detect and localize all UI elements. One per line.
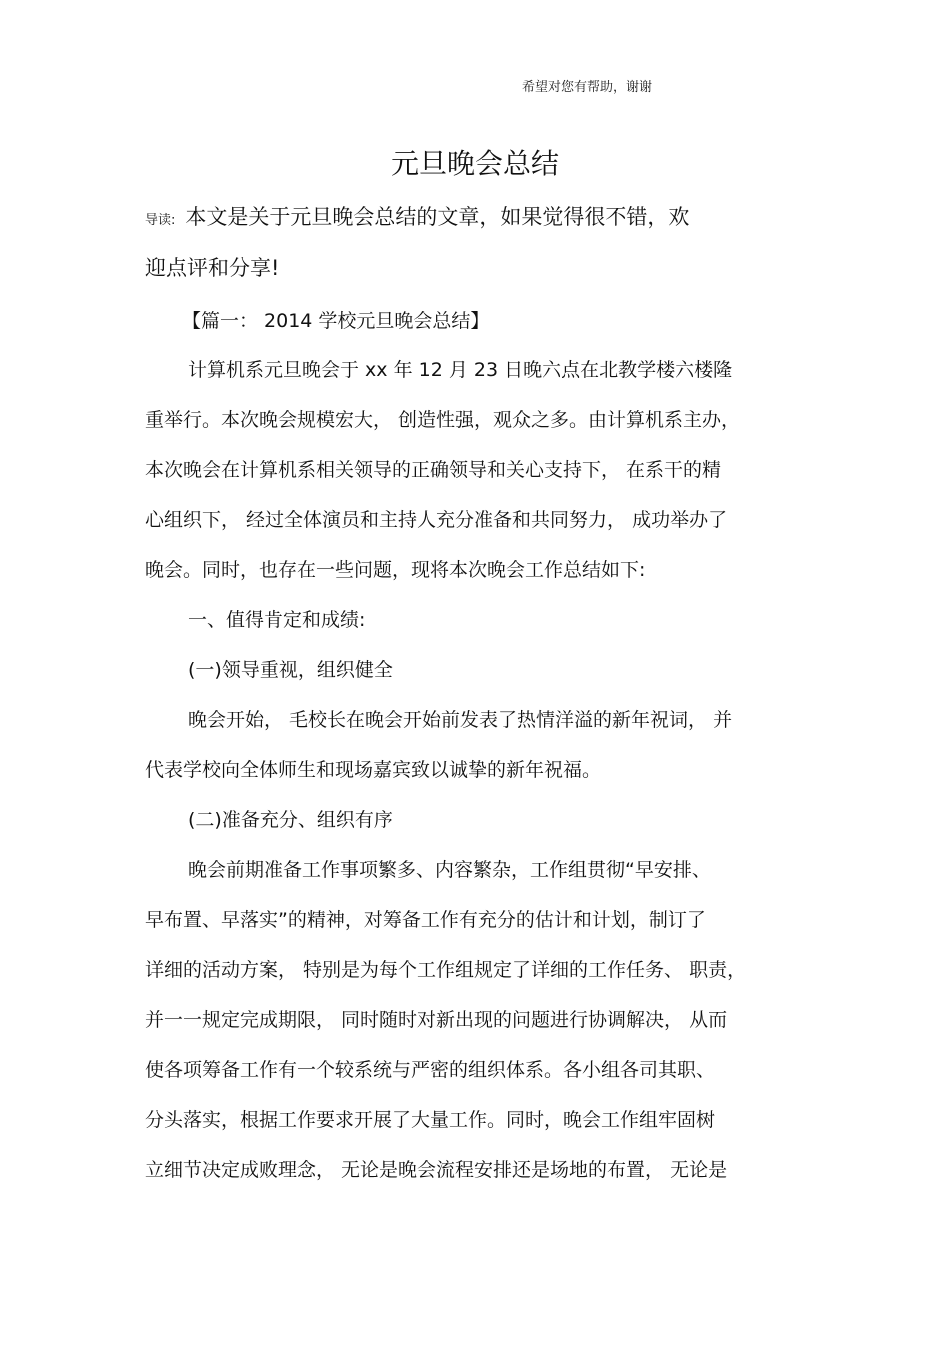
body-line: 晚会开始， 毛校长在晚会开始前发表了热情洋溢的新年祝词， 并 [188,709,733,731]
body-line: 立细节决定成败理念， 无论是晚会流程安排还是场地的布置， 无论是 [145,1159,728,1181]
body-line: 早布置、早落实”的精神，对筹备工作有充分的估计和计划，制订了 [145,909,706,931]
intro-label: 导读: [145,213,176,228]
body-line: 心组织下， 经过全体演员和主持人充分准备和共同努力， 成功举办了 [145,509,728,531]
intro-line-2: 迎点评和分享! [145,256,280,280]
body-line: 使各项筹备工作有一个较系统与严密的组织体系。各小组各司其职、 [145,1059,716,1081]
intro-text-1: 本文是关于元旦晚会总结的文章，如果觉得很不错，欢 [185,205,690,229]
body-line: 本次晚会在计算机系相关领导的正确领导和关心支持下， 在系干的精 [145,459,722,481]
body-line: 并一一规定完成期限， 同时随时对新出现的问题进行协调解决， 从而 [145,1009,728,1031]
body-line: 计算机系元旦晚会于 xx 年 12 月 23 日晚六点在北教学楼六楼隆 [188,359,733,381]
section-heading: 【篇一： 2014 学校元旦晚会总结】 [182,310,490,332]
body-line: 代表学校向全体师生和现场嘉宾致以诚挚的新年祝福。 [145,759,602,781]
subsection-heading: 一、值得肯定和成绩: [188,609,366,631]
body-line: 分头落实，根据工作要求开展了大量工作。同时，晚会工作组牢固树 [145,1109,716,1131]
body-line: 重举行。本次晚会规模宏大， 创造性强，观众之多。由计算机系主办， [145,409,741,431]
body-line: 详细的活动方案， 特别是为每个工作组规定了详细的工作任务、 职责， [145,959,747,981]
subsection-heading: (二)准备充分、组织有序 [188,809,393,831]
subsection-heading: (一)领导重视，组织健全 [188,659,393,681]
body-line: 晚会。同时，也存在一些问题，现将本次晚会工作总结如下: [145,559,646,581]
header-note: 希望对您有帮助，谢谢 [522,80,653,95]
page-title: 元旦晚会总结 [390,147,559,180]
body-line: 晚会前期准备工作事项繁多、内容繁杂，工作组贯彻“早安排、 [188,859,711,881]
intro-line-1 [145,205,689,233]
